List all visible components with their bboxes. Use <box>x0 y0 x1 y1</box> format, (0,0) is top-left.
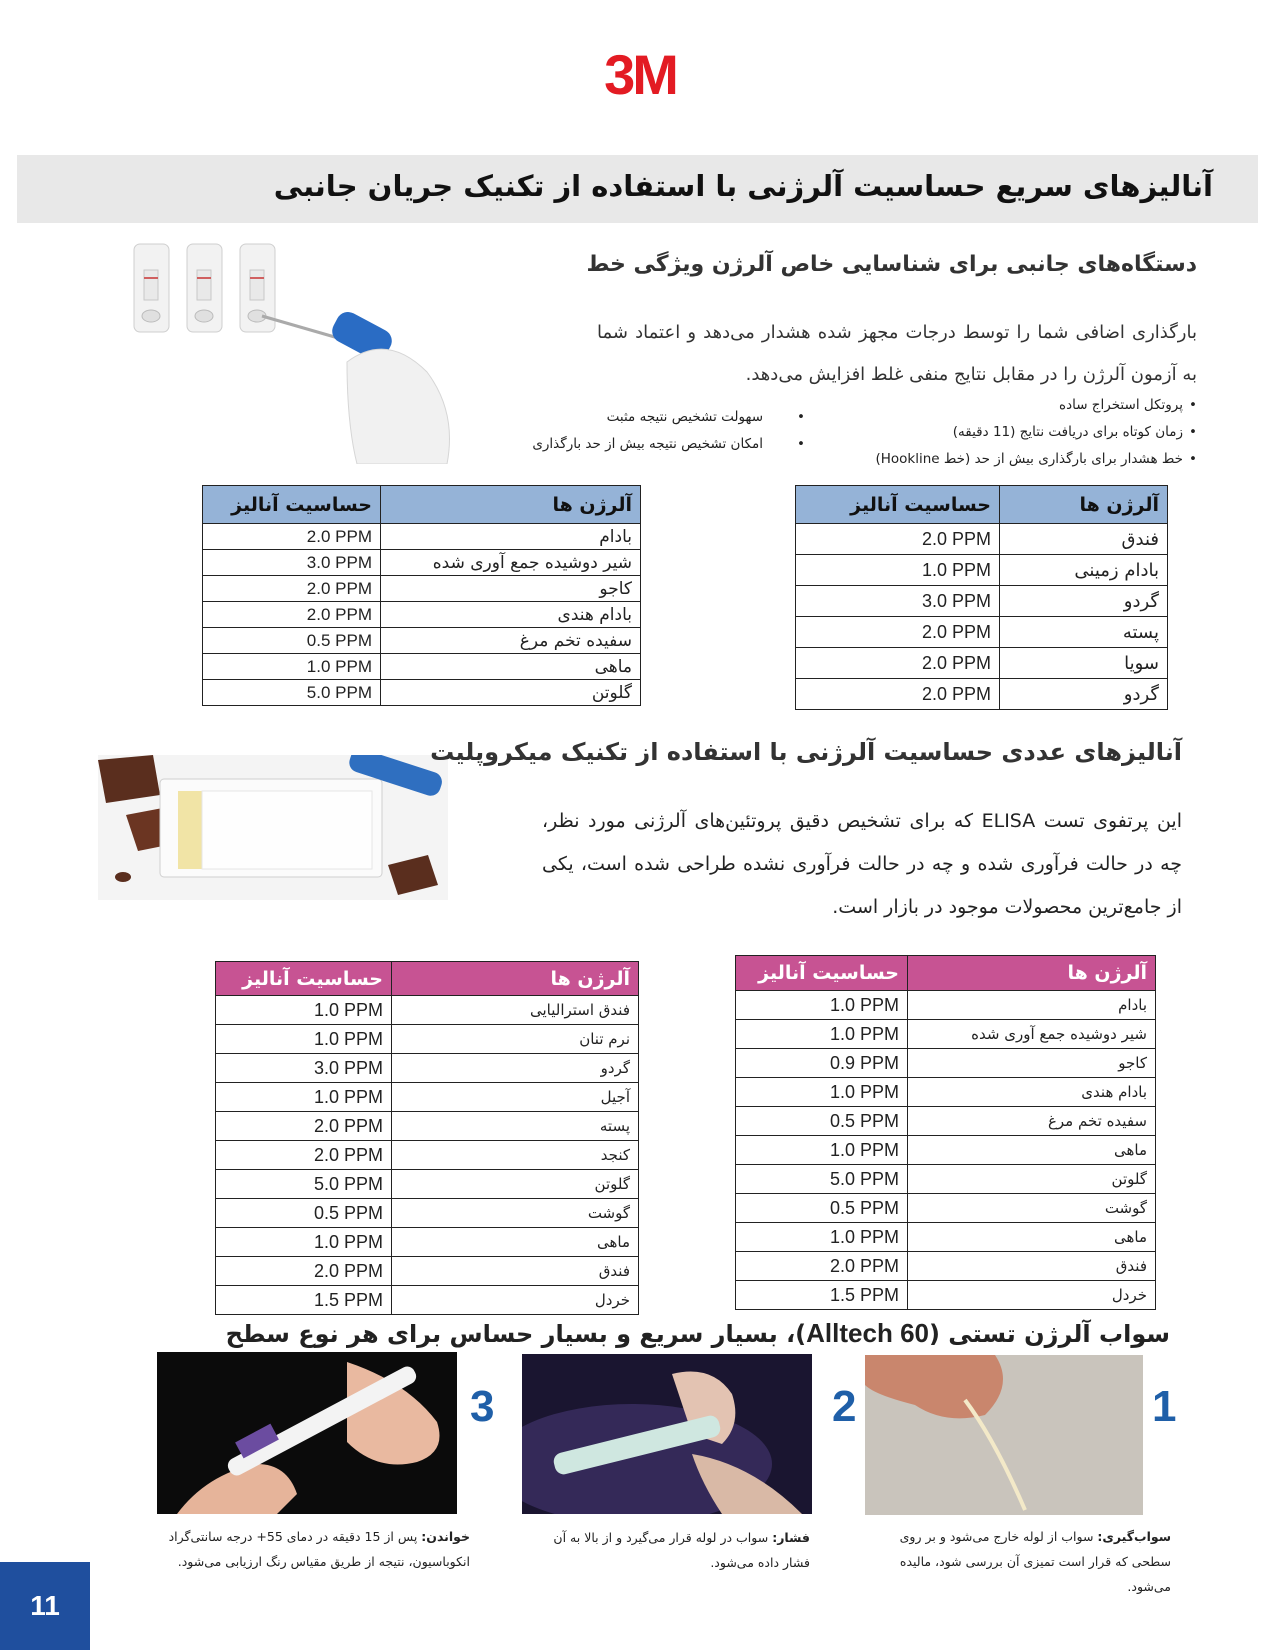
header-sensitivity: حساسیت آنالیز <box>736 956 908 991</box>
sensitivity-cell: 2.0 PPM <box>796 648 1000 679</box>
allergen-cell: گردو <box>392 1054 639 1083</box>
allergen-cell: آجیل <box>392 1083 639 1112</box>
lateral-flow-table-left <box>202 485 641 706</box>
sensitivity-cell: 0.9 PPM <box>736 1049 908 1078</box>
table-row <box>203 654 641 680</box>
allergen-cell: کاجو <box>908 1049 1156 1078</box>
test-cassette-2 <box>187 244 222 332</box>
sensitivity-cell: 1.0 PPM <box>203 654 381 680</box>
step-1-title: سواب‌گیری: <box>1097 1529 1171 1544</box>
swab-heading <box>226 1318 1170 1349</box>
microplate-table-right <box>735 955 1156 1310</box>
table-row <box>216 1286 639 1315</box>
sensitivity-cell: 2.0 PPM <box>203 524 381 550</box>
sensitivity-cell: 3.0 PPM <box>216 1054 392 1083</box>
page-number: 11 <box>30 1590 60 1621</box>
allergen-cell: شیر دوشیده جمع آوری شده <box>381 550 641 576</box>
3m-logo <box>585 44 695 102</box>
table-row <box>736 991 1156 1020</box>
sensitivity-cell: 1.0 PPM <box>796 555 1000 586</box>
sensitivity-cell: 0.5 PPM <box>203 628 381 654</box>
swab-step-3-image <box>157 1352 457 1514</box>
sensitivity-cell: 2.0 PPM <box>216 1257 392 1286</box>
allergen-cell: بادام زمینی <box>1000 555 1168 586</box>
step-1-caption <box>881 1524 1171 1599</box>
sensitivity-cell: 0.5 PPM <box>736 1194 908 1223</box>
table-row <box>796 586 1168 617</box>
allergen-cell: فندق <box>1000 524 1168 555</box>
table-row <box>736 1020 1156 1049</box>
sensitivity-cell: 0.5 PPM <box>736 1107 908 1136</box>
allergen-cell: کنجد <box>392 1141 639 1170</box>
allergen-cell: فندق <box>908 1252 1156 1281</box>
step-1-text: سواب از لوله خارج می‌شود و بر روی سطحی که قرار است تمیزی آن بررسی شود، مالیده می‌شود. <box>899 1529 1171 1594</box>
allergen-cell: پسته <box>392 1112 639 1141</box>
bullet-icon: • <box>797 436 805 452</box>
sensitivity-cell: 1.0 PPM <box>216 1025 392 1054</box>
table-row <box>736 1223 1156 1252</box>
table-row <box>216 1228 639 1257</box>
sensitivity-cell: 1.5 PPM <box>216 1286 392 1315</box>
allergen-cell: بادام هندی <box>381 602 641 628</box>
allergen-cell: گلوتن <box>392 1170 639 1199</box>
table-row <box>216 1257 639 1286</box>
allergen-cell: شیر دوشیده جمع آوری شده <box>908 1020 1156 1049</box>
step-2-caption <box>530 1525 810 1575</box>
svg-text:3M: 3M <box>604 44 676 102</box>
table-row <box>736 1078 1156 1107</box>
lateral-flow-paragraph: بارگذاری اضافی شما را توسط درجات مجهز شده هشدار می‌دهد و اعتماد شما به آزمون آلرژن را در مقابل نتایج منفی غلط افزایش می‌دهد. <box>597 322 1197 385</box>
header-allergen: آلرژن ها <box>392 962 639 996</box>
allergen-cell: ماهی <box>908 1136 1156 1165</box>
sensitivity-cell: 2.0 PPM <box>796 679 1000 710</box>
allergen-cell: گوشت <box>392 1199 639 1228</box>
sensitivity-cell: 2.0 PPM <box>216 1112 392 1141</box>
allergen-cell: خردل <box>392 1286 639 1315</box>
allergen-cell: گردو <box>1000 679 1168 710</box>
allergen-cell: گلوتن <box>908 1165 1156 1194</box>
feature-list-left <box>532 404 805 458</box>
sensitivity-cell: 5.0 PPM <box>736 1165 908 1194</box>
table-row <box>216 1054 639 1083</box>
table-row <box>216 1199 639 1228</box>
lateral-flow-devices-image <box>132 242 467 464</box>
step-3-number: 3 <box>470 1382 495 1431</box>
feature-item: •امکان تشخیص نتیجه بیش از حد بارگذاری <box>565 431 805 458</box>
sensitivity-cell: 1.5 PPM <box>736 1281 908 1310</box>
page-number-box <box>0 1562 90 1650</box>
step-3-text: پس از 15 دقیقه در دمای 55+ درجه سانتی‌گراد انکوباسیون، نتیجه از طریق مقیاس رنگ ارزیابی می‌شود. <box>168 1529 470 1569</box>
sensitivity-cell: 2.0 PPM <box>796 617 1000 648</box>
swab-heading-post: )، بسیار سریع و بسیار حساس برای هر نوع سطح <box>225 1320 807 1348</box>
table-row <box>736 1136 1156 1165</box>
microplate-table-left <box>215 961 639 1315</box>
table-row <box>203 680 641 706</box>
table-row <box>736 1165 1156 1194</box>
sensitivity-cell: 5.0 PPM <box>216 1170 392 1199</box>
lateral-flow-table-right <box>795 485 1168 710</box>
allergen-cell: ماهی <box>908 1223 1156 1252</box>
allergen-cell: سویا <box>1000 648 1168 679</box>
header-allergen: آلرژن ها <box>1000 486 1168 524</box>
sensitivity-cell: 1.0 PPM <box>736 991 908 1020</box>
sensitivity-cell: 2.0 PPM <box>736 1252 908 1281</box>
feature-list-right <box>875 392 1197 473</box>
test-cassette-1 <box>134 244 169 332</box>
sensitivity-cell: 2.0 PPM <box>203 576 381 602</box>
allergen-cell: گردو <box>1000 586 1168 617</box>
header-sensitivity: حساسیت آنالیز <box>216 962 392 996</box>
table-row <box>796 679 1168 710</box>
step-3-caption <box>140 1524 470 1574</box>
sensitivity-cell: 2.0 PPM <box>216 1141 392 1170</box>
allergen-cell: گوشت <box>908 1194 1156 1223</box>
microplate <box>160 779 382 877</box>
feature-item: •پروتکل استخراج ساده <box>957 392 1197 419</box>
table-row <box>216 1141 639 1170</box>
table-header-row <box>203 486 641 524</box>
table-row <box>216 1170 639 1199</box>
allergen-cell: نرم تنان <box>392 1025 639 1054</box>
table-row <box>203 602 641 628</box>
table-row <box>203 576 641 602</box>
table-row <box>216 996 639 1025</box>
table-row <box>796 524 1168 555</box>
swab-step-2-image <box>522 1354 812 1514</box>
table-row <box>796 617 1168 648</box>
allergen-cell: ماهی <box>392 1228 639 1257</box>
table-row <box>216 1025 639 1054</box>
table-row <box>736 1252 1156 1281</box>
header-sensitivity: حساسیت آنالیز <box>796 486 1000 524</box>
table-row <box>216 1112 639 1141</box>
allergen-cell: بادام <box>908 991 1156 1020</box>
bullet-icon: • <box>1189 397 1197 413</box>
bullet-icon: • <box>797 409 805 425</box>
sensitivity-cell: 0.5 PPM <box>216 1199 392 1228</box>
allergen-cell: خردل <box>908 1281 1156 1310</box>
table-header-row <box>796 486 1168 524</box>
table-row <box>203 550 641 576</box>
sensitivity-cell: 1.0 PPM <box>736 1223 908 1252</box>
table-row <box>796 555 1168 586</box>
header-sensitivity: حساسیت آنالیز <box>203 486 381 524</box>
allergen-cell: ماهی <box>381 654 641 680</box>
table-row <box>203 628 641 654</box>
bullet-icon: • <box>1189 424 1197 440</box>
allergen-cell: کاجو <box>381 576 641 602</box>
feature-item: •سهولت تشخیص نتیجه مثبت <box>565 404 805 431</box>
sensitivity-cell: 2.0 PPM <box>203 602 381 628</box>
table-header-row <box>216 962 639 996</box>
allergen-cell: گلوتن <box>381 680 641 706</box>
table-row <box>216 1083 639 1112</box>
allergen-cell: سفیده تخم مرغ <box>908 1107 1156 1136</box>
table-row <box>736 1107 1156 1136</box>
allergen-cell: فندق استرالیایی <box>392 996 639 1025</box>
swab-heading-brand: Alltech 60 <box>806 1318 929 1348</box>
microplate-paragraph: این پرتفوی تست ELISA که برای تشخیص دقیق پروتئین‌های آلرژنی مورد نظر، چه در حالت فرآوری شده و چه در حالت فرآوری نشده طراحی شده است، یکی از جامع‌ترین محصولات موجود در بازار است. <box>542 810 1183 918</box>
step-3-title: خواندن: <box>421 1529 470 1544</box>
allergen-cell: بادام هندی <box>908 1078 1156 1107</box>
sensitivity-cell: 1.0 PPM <box>736 1020 908 1049</box>
title-band <box>17 155 1258 223</box>
table-row <box>736 1049 1156 1078</box>
table-row <box>736 1281 1156 1310</box>
header-allergen: آلرژن ها <box>908 956 1156 991</box>
microplate-image <box>98 755 448 900</box>
bullet-icon: • <box>1189 451 1197 467</box>
step-1-number: 1 <box>1152 1382 1177 1431</box>
sensitivity-cell: 1.0 PPM <box>736 1078 908 1107</box>
sensitivity-cell: 3.0 PPM <box>796 586 1000 617</box>
allergen-cell: پسته <box>1000 617 1168 648</box>
allergen-cell: سفیده تخم مرغ <box>381 628 641 654</box>
sensitivity-cell: 3.0 PPM <box>203 550 381 576</box>
feature-item: •زمان کوتاه برای دریافت نتایج (11 دقیقه) <box>957 419 1197 446</box>
allergen-cell: بادام <box>381 524 641 550</box>
table-row <box>203 524 641 550</box>
swab-step-1-image <box>865 1355 1143 1515</box>
sensitivity-cell: 1.0 PPM <box>216 1083 392 1112</box>
swab-heading-pre: سواب آلرژن تستی ( <box>928 1320 1170 1348</box>
table-row <box>796 648 1168 679</box>
sensitivity-cell: 1.0 PPM <box>216 996 392 1025</box>
page-title: آنالیزهای سریع حساسیت آلرژنی با استفاده از تکنیک جریان جانبی <box>273 169 1213 203</box>
table-row <box>736 1194 1156 1223</box>
step-2-title: فشار: <box>772 1530 810 1545</box>
sensitivity-cell: 1.0 PPM <box>216 1228 392 1257</box>
feature-item: •خط هشدار برای بارگذاری بیش از حد (خط Hookline) <box>957 446 1197 473</box>
header-allergen: آلرژن ها <box>381 486 641 524</box>
allergen-cell: فندق <box>392 1257 639 1286</box>
sensitivity-cell: 1.0 PPM <box>736 1136 908 1165</box>
step-2-text: سواب در لوله قرار می‌گیرد و از بالا به آن فشار داده می‌شود. <box>553 1530 810 1570</box>
table-header-row <box>736 956 1156 991</box>
lateral-flow-heading: دستگاه‌های جانبی برای شناسایی خاص آلرژن ویژگی خط <box>586 252 1197 277</box>
microplate-heading: آنالیزهای عددی حساسیت آلرژنی با استفاده از تکنیک میکروپلیت <box>430 738 1182 766</box>
sensitivity-cell: 5.0 PPM <box>203 680 381 706</box>
step-2-number: 2 <box>832 1382 857 1431</box>
sensitivity-cell: 2.0 PPM <box>796 524 1000 555</box>
